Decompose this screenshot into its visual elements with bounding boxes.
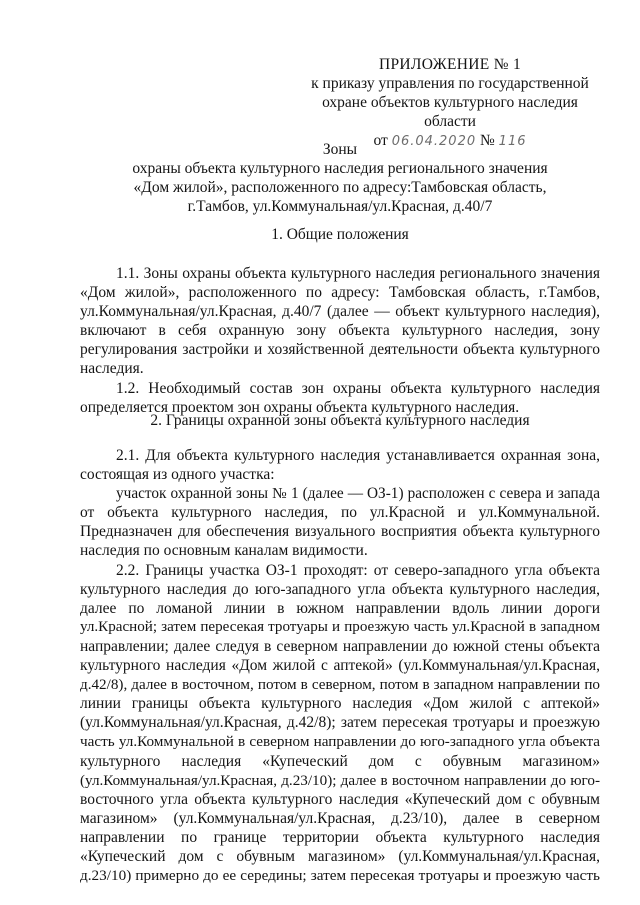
handwritten-date: 06.04.2020: [391, 134, 477, 149]
text-line: наследия.: [80, 360, 144, 378]
text-line: регулирования застройки и хозяйственной деятельности объекта культурного: [80, 341, 600, 359]
text-line: 1.2. Необходимый состав зон охраны объекта культурного наследия: [116, 379, 600, 397]
text-line: 2.1. Для объекта культурного наследия устанавливается охранная зона,: [116, 447, 600, 464]
text-line: определяется проектом зон охраны объекта культурного наследия.: [80, 398, 520, 416]
date-prefix: от: [373, 132, 388, 149]
title-line: г.Тамбов, ул.Коммунальная/ул.Красная, д.40/7: [187, 198, 493, 215]
text-line: «Купеческий дом с обувным магазином» (ул.Коммунальная/ул.Красная,: [80, 847, 600, 865]
section-2-body: [80, 446, 600, 885]
number-sign: №: [480, 132, 495, 149]
text-line: ул.Красной; затем пересекая тротуары и проезжую часть ул.Красной в западном: [80, 618, 600, 635]
appendix-authority-line: охране объектов культурного наследия области: [322, 94, 578, 130]
appendix-header: [300, 55, 600, 151]
text-line: культурного наследия до юго-западного угла объекта культурного наследия,: [80, 580, 600, 598]
text-line: Предназначен для обеспечения визуального восприятия объекта культурного: [80, 523, 600, 541]
text-line: (ул.Коммунальная/ул.Красная, д.42/8); затем пересекая тротуары и проезжую: [80, 714, 600, 732]
text-line: направлении; далее следуя в северном направлении до южной стены объекта: [80, 637, 600, 655]
text-line: ул.Коммунальная/ул.Красная, д.40/7 (далее — объект культурного наследия),: [80, 303, 600, 321]
section-1-heading: 1. Общие положения: [271, 226, 409, 243]
title-line: охраны объекта культурного наследия регионального значения: [132, 160, 548, 177]
text-line: включают в себя охранную зону объекта культурного наследия, зону: [80, 322, 600, 340]
section-1-body: [80, 264, 600, 417]
appendix-title: ПРИЛОЖЕНИЕ № 1: [378, 56, 522, 73]
text-line: культурного наследия «Купеческий дом с обувным магазином»: [80, 752, 600, 770]
text-line: 1.1. Зоны охраны объекта культурного наследия регионального значения: [116, 265, 600, 282]
title-heading: Зоны: [322, 141, 358, 158]
text-line: культурного наследия «Дом жилой с аптекой» (ул.Коммунальная/ул.Красная,: [80, 657, 600, 675]
text-line: линии границы объекта культурного наследия «Дом жилой с аптекой»: [80, 695, 600, 713]
text-line: далее по ломаной линии в южном направлении вдоль линии дороги: [80, 599, 600, 617]
handwritten-number: 116: [498, 134, 527, 149]
text-line: наследия по основным каналам видимости.: [80, 542, 368, 560]
text-line: участок охранной зоны № 1 (далее — ОЗ-1) расположен с севера и запада: [116, 485, 600, 503]
text-line: д.23/10) примерно до ее середины; затем пересекая тротуары и проезжую часть: [80, 867, 600, 885]
text-line: «Дом жилой», расположенного по адресу: Тамбовская область, г.Тамбов,: [80, 284, 600, 302]
document-title: [80, 140, 600, 216]
text-line: 2.2. Границы участка ОЗ-1 проходят: от северо-западного угла объекта: [116, 561, 600, 579]
section-2-heading: 2. Границы охранной зоны объекта культурного наследия: [150, 412, 530, 429]
appendix-order-line: к приказу управления по государственной: [311, 75, 589, 92]
text-line: д.42/8), далее в восточном, потом в северном, потом в западном направлении по: [80, 676, 600, 694]
text-line: направлении по границе территории объекта культурного наследия: [80, 828, 600, 846]
text-line: часть ул.Коммунальной в северном направлении до юго-западного угла объекта: [80, 733, 600, 751]
text-line: восточного угла объекта культурного наследия «Купеческий дом с обувным: [80, 790, 600, 808]
title-line: «Дом жилой», расположенного по адресу:Тамбовская область,: [133, 179, 547, 196]
text-line: (ул.Коммунальная/ул.Красная, д.23/10); далее в восточном направлении до юго-: [80, 771, 600, 789]
text-line: магазином» (ул.Коммунальная/ул.Красная, д.23/10), далее в северном: [80, 809, 600, 827]
text-line: состоящая из одного участка:: [80, 466, 275, 484]
text-line: от объекта культурного наследия, по ул.Красной и ул.Коммунальной.: [80, 504, 600, 522]
